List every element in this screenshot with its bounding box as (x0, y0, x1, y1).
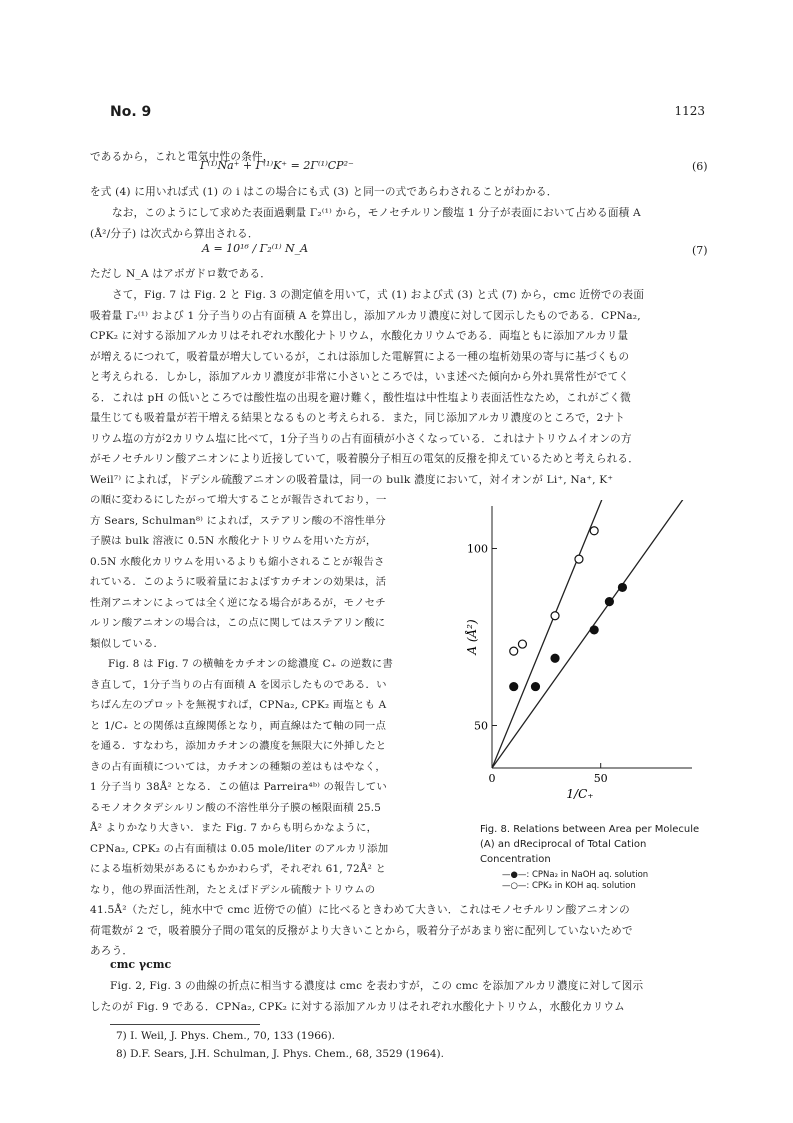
equation-6-number: (6) (692, 160, 708, 173)
text-line: が増えるにつれて，吸着量が増大しているが，これは添加した電解質による一種の塩析効果の寄与に基づくもの (90, 350, 630, 363)
axis-labels (464, 619, 594, 801)
data-point-open (518, 640, 526, 648)
paragraph-fig7 (90, 285, 644, 490)
left-column-text (90, 490, 393, 900)
text-line: き直して，1分子当りの占有面積 A を図示したものである．い (90, 678, 387, 691)
data-point-open (575, 555, 583, 563)
data-point-open (590, 527, 598, 535)
data-point-filled (605, 598, 613, 606)
legend-item-cpk2 (502, 881, 648, 892)
text-line: と 1/C₊ との関係は直線関係となり，両直線はたて軸の同一点 (90, 719, 387, 732)
text-line: 荷電数が 2 で，吸着膜分子間の電気的反撥がより大きいことから，吸着分子があまり密に配列していないためで (90, 924, 633, 937)
text-line: あろう． (90, 945, 134, 957)
figure-caption: Fig. 8. Relations between Area per Molecule (A) an dReciprocal of Total Cation Concentration (480, 824, 700, 865)
figure-8-chart (464, 500, 704, 820)
legend-label: —●—: CPNa₂ in NaOH aq. solution (502, 870, 649, 880)
footnote-8: 8) D.F. Sears, J.H. Schulman, J. Phys. Chem., 68, 3529 (1964). (116, 1048, 444, 1060)
x-tick-label: 0 (488, 772, 496, 785)
text-line: さて，Fig. 7 は Fig. 2 と Fig. 3 の測定値を用いて，式 (1) および式 (3) と式 (7) から，cmc 近傍での表面 (112, 289, 645, 301)
text-line: CPNa₂, CPK₂ の占有面積は 0.05 mole/liter のアルカリ添加 (90, 842, 389, 855)
paragraph-cmc (90, 976, 643, 1017)
data-point-open (551, 612, 559, 620)
y-axis-label: A (Å²) (465, 619, 479, 655)
text-line: (Å²/分子) は次式から算出される． (90, 228, 259, 240)
x-axis-label: 1/C₊ (566, 787, 594, 801)
data-point-open (510, 647, 518, 655)
data-point-filled (551, 654, 559, 662)
text-line: る．これは pH の低いところでは酸性塩の出現を避け難く，酸性塩は中性塩より表面活性なため，これがごく微 (90, 391, 631, 404)
text-line: ルリン酸アニオンの場合は，この点に関してはステアリン酸に (90, 617, 386, 629)
text-line: るモノオクタデシルリン酸の不溶性単分子膜の極限面積 25.5 (90, 801, 382, 814)
text-line: CPK₂ に対する添加アルカリはそれぞれ水酸化ナトリウム，水酸化カリウムである．両塩ともに添加アルカリ量 (90, 330, 629, 342)
text-line: 類似している． (90, 637, 165, 650)
text-line: であるから，これと電気中性の条件， (90, 151, 274, 163)
text-line: ちばん左のプロットを無視すれば，CPNa₂, CPK₂ 両塩とも A (90, 699, 387, 711)
x-tick-label: 50 (593, 772, 608, 785)
text-line: 量生じても吸着量が若干増える結果となるものと考えられる．また，同じ添加アルカリ濃度のところで，2ナト (90, 412, 626, 424)
legend-item-cpna2 (502, 870, 648, 881)
fit-lines (492, 500, 683, 768)
text-line: Fig. 8 は Fig. 7 の横軸をカチオンの総濃度 C₊ の逆数に書 (108, 658, 393, 670)
text-line: きの占有面積については，カチオンの種類の差はもはやなく， (90, 760, 386, 773)
figure-legend (502, 870, 648, 892)
text-line: 吸着量 Γ₂⁽¹⁾ および 1 分子当りの占有面積 A を算出し，添加アルカリ濃度に対して図示したものである．CPNa₂, (90, 309, 641, 322)
equation-7-number: (7) (692, 244, 708, 257)
text-line: 0.5N 水酸化カリウムを用いるよりも縮小されることが報告さ (90, 555, 385, 568)
text-line: を通る．すなわち，添加カチオンの濃度を無限大に外挿したと (90, 740, 387, 752)
paragraph-tail (90, 900, 633, 962)
text-line: と考えられる．しかし，添加アルカリ濃度が非常に小さいところでは，いま述べた傾向から外れ異常性がでてく (90, 371, 630, 383)
footnote-rule (110, 1024, 260, 1025)
footnote-7: 7) I. Weil, J. Phys. Chem., 70, 133 (1966). (116, 1030, 336, 1042)
text-line: による塩析効果があるにもかかわらず，それぞれ 61, 72Å² と (90, 863, 387, 875)
text-line: の順に変わるにしたがって増大することが報告されており，一 (90, 494, 387, 506)
data-point-filled (618, 583, 626, 591)
text-line: Fig. 2, Fig. 3 の曲線の折点に相当する濃度は cmc を表わすが，この cmc を添加アルカリ濃度に対して図示 (110, 980, 644, 992)
y-tick-label: 100 (467, 542, 488, 556)
fit-line-filled (492, 500, 683, 768)
text-line: 性剤アニオンによっては全く逆になる場合があるが，モノセチ (90, 596, 386, 609)
equation-6: Γ⁽¹⁾Na⁺ + Γ⁽¹⁾K⁺ = 2Γ⁽¹⁾CP²⁻ (200, 159, 354, 172)
journal-number: No. 9 (110, 104, 152, 120)
equation-7: A = 10¹⁶ / Γ₂⁽¹⁾ N_A (202, 242, 309, 255)
text-line: なお，このようにして求めた表面過剰量 Γ₂⁽¹⁾ から，モノセチルリン酸塩 1 分子が表面において占める面積 A (112, 207, 641, 219)
text-line: なり，他の界面活性剤，たとえばドデシル硫酸ナトリウムの (90, 883, 376, 896)
text-line: 子膜は bulk 溶液に 0.5N 水酸化ナトリウムを用いた方が， (90, 535, 377, 547)
y-tick-label: 50 (474, 719, 488, 733)
text-line: Å² よりかなり大きい．また Fig. 7 からも明らかなように， (90, 822, 378, 834)
text-line: リウム塩の方が2カリウム塩に比べて，1分子当りの占有面積が小さくなっている．これはナトリウムイオンの方 (90, 432, 632, 445)
data-point-filled (590, 626, 598, 634)
text-line: がモノセチルリン酸アニオンにより近接していて，吸着膜分子相互の電気的反撥を抑えているためと考えられる． (90, 453, 639, 465)
text-line: したのが Fig. 9 である．CPNa₂, CPK₂ に対する添加アルカリはそれぞれ水酸化ナトリウム，水酸化カリウム (90, 1000, 625, 1013)
page-number: 1123 (674, 104, 705, 118)
text-line: Weil⁷⁾ によれば，ドデシル硫酸アニオンの吸着量は，同一の bulk 濃度において，対イオンが Li⁺, Na⁺, K⁺ (90, 473, 614, 486)
text-line: 方 Sears, Schulman⁸⁾ によれば，ステアリン酸の不溶性単分 (90, 514, 386, 527)
text-line: を式 (4) に用いれば式 (1) の i はこの場合にも式 (3) と同一の式であらわされることがわかる． (90, 186, 558, 198)
section-heading: cmc γcmc (110, 958, 172, 971)
legend-label: —○—: CPK₂ in KOH aq. solution (502, 881, 636, 891)
text-line: ただし N_A はアボガドロ数である． (90, 268, 272, 280)
data-point-filled (510, 683, 518, 691)
data-points (510, 527, 627, 691)
text-line: 41.5Å²（ただし，純水中で cmc 近傍での値）に比べるときわめて大きい．これはモノセチルリン酸アニオンの (90, 904, 630, 916)
data-point-filled (531, 683, 539, 691)
text-line: 1 分子当り 38Å² となる．この値は Parreira⁴ᵇ⁾ の報告してい (90, 781, 388, 793)
page-header (110, 104, 705, 124)
text-line: れている．このように吸着量におよぼすカチオンの効果は，活 (90, 576, 387, 588)
